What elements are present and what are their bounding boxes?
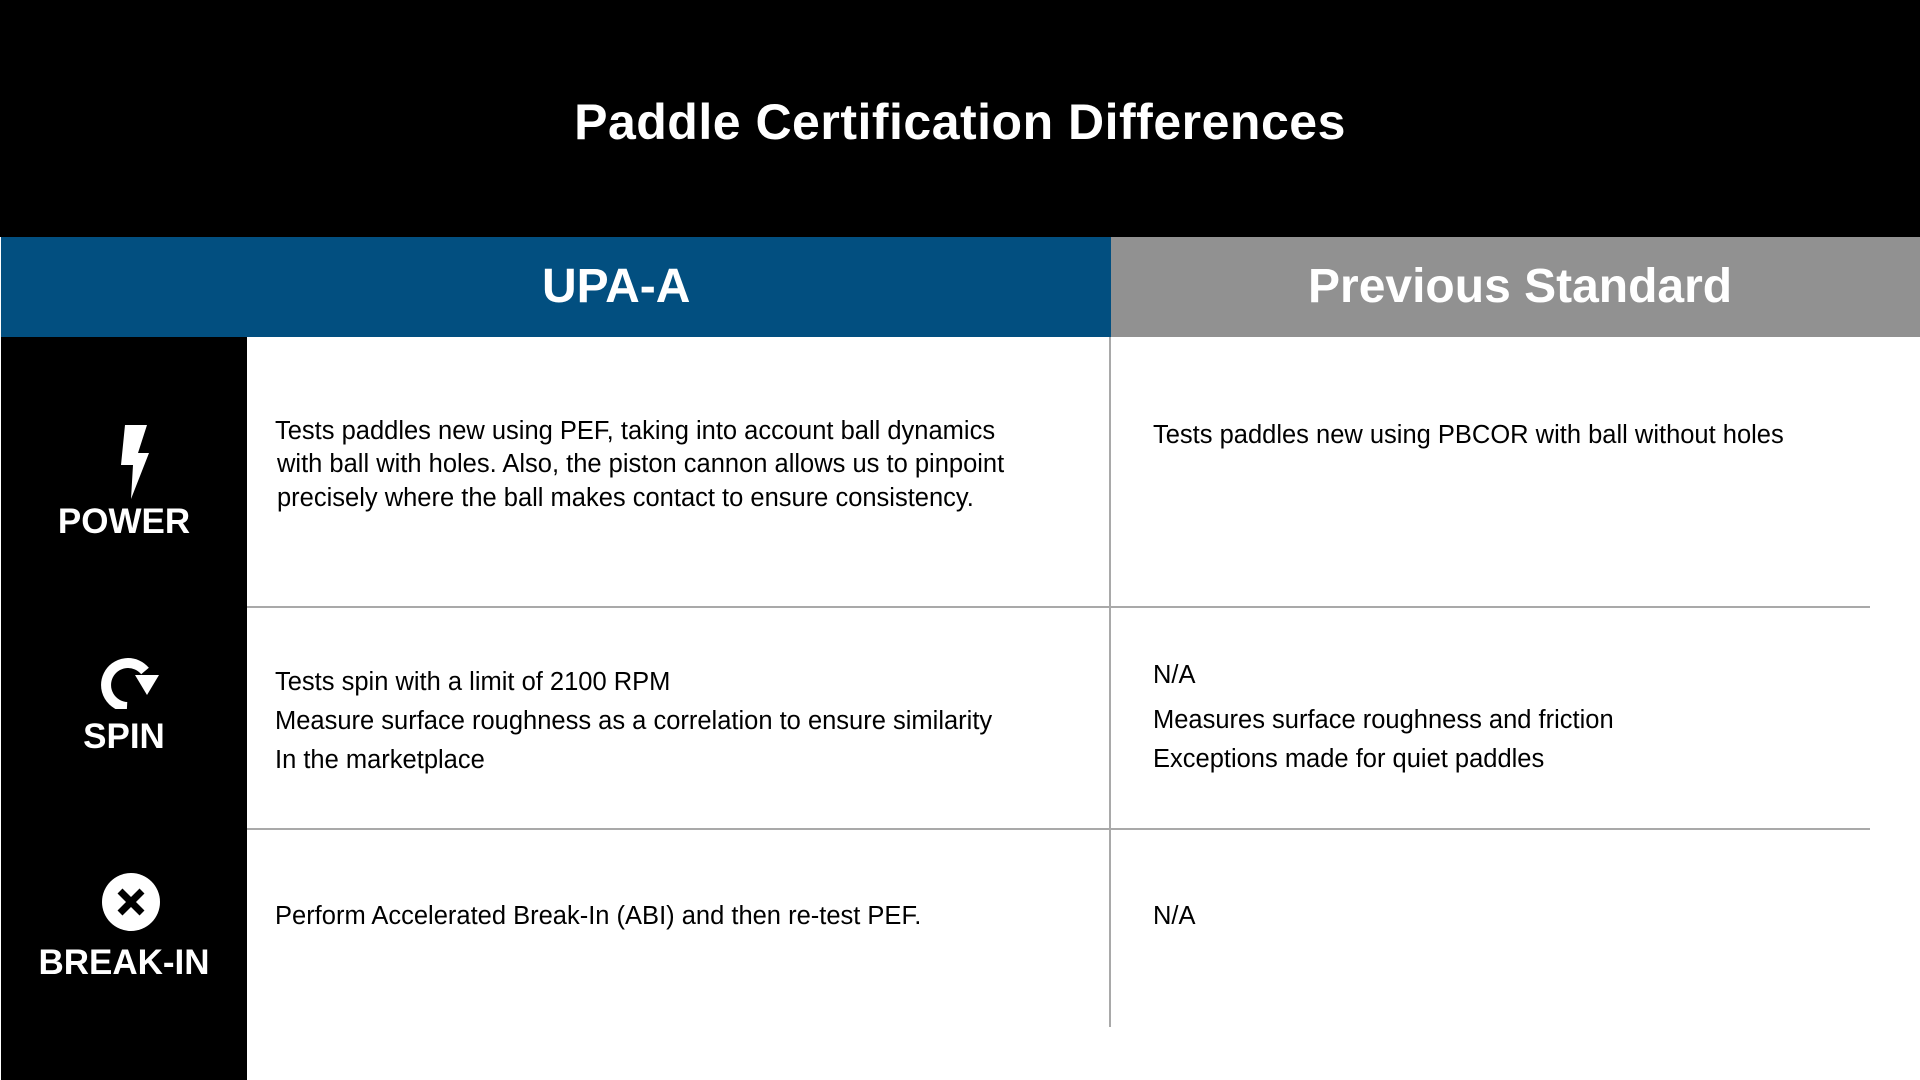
cell-line: N/A [1153, 661, 1196, 689]
category-label-spin: SPIN [83, 717, 165, 756]
cell-line: Tests paddles new using PBCOR with ball without holes [1153, 421, 1784, 449]
column-header-upa-a [1, 237, 1111, 337]
row-divider [247, 606, 1870, 608]
cell-line: N/A [1153, 902, 1196, 930]
cell-line: Perform Accelerated Break-In (ABI) and then re-test PEF. [275, 902, 922, 930]
cell-line: Exceptions made for quiet paddles [1153, 745, 1545, 773]
category-label-break-in: BREAK-IN [38, 943, 210, 982]
rotate-clockwise-icon [101, 657, 161, 709]
cell-line: In the marketplace [275, 746, 485, 774]
column-header-upa-a-label: UPA-A [542, 260, 691, 313]
cell-line: Measures surface roughness and friction [1153, 706, 1614, 734]
cell-line: Tests paddles new using PEF, taking into account ball dynamics [275, 417, 996, 445]
page-title: Paddle Certification Differences [574, 94, 1346, 150]
cell-line: precisely where the ball makes contact to ensure consistency. [277, 484, 974, 512]
cell-line: Tests spin with a limit of 2100 RPM [275, 668, 671, 696]
column-header-previous-standard [1111, 237, 1920, 337]
column-header-previous-standard-label: Previous Standard [1308, 260, 1733, 313]
column-divider [1109, 337, 1111, 1027]
category-label-power: POWER [57, 502, 191, 541]
cell-line: with ball with holes. Also, the piston cannon allows us to pinpoint [277, 450, 1005, 478]
row-divider [247, 828, 1870, 830]
x-circle-icon [102, 873, 160, 931]
category-column [1, 337, 247, 1080]
cell-line: Measure surface roughness as a correlation to ensure similarity [275, 707, 993, 735]
lightning-bolt-icon [111, 425, 151, 499]
